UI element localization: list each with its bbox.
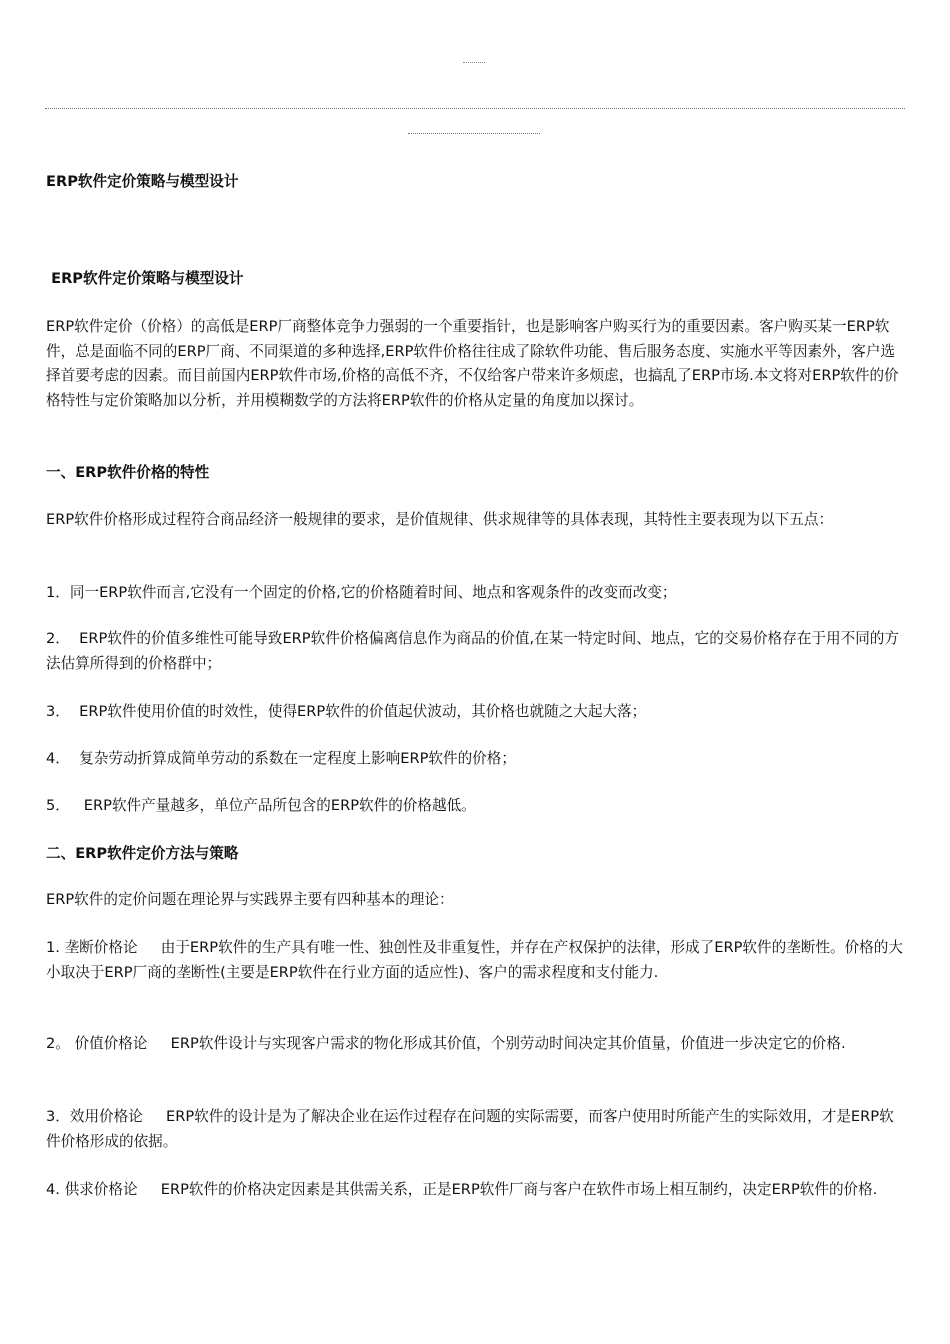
list-item: 5． ERP软件产量越多，单位产品所包含的ERP软件的价格越低。	[46, 797, 476, 814]
article-title: ERP软件定价策略与模型设计	[46, 270, 244, 287]
list-item: 2． ERP软件的价值多维性可能导致ERP软件价格偏离信息作为商品的价值,在某一特定时间、地点，它的交易价格存在于用不同的方法估算所得到的价格群中；	[46, 630, 899, 672]
intro-paragraph: ERP软件定价（价格）的高低是ERP厂商整体竞争力强弱的一个重要指针，也是影响客户购买行为的重要因素。客户购买某一ERP软件，总是面临不同的ERP厂商、不同渠道的多种选择,ERP软件价格往往成了除软件功能、售后服务态度、实施水平等因素外，客户选择首要考虑的因素。而目前国内ERP软件市场,价格的高低不齐，不仅给客户带来许多烦虑，也搞乱了ERP市场.本文将对ERP软件的价格特性与定价策略加以分析，并用模糊数学的方法将ERP软件的价格从定量的角度加以探讨。	[46, 318, 899, 409]
list-item: 4． 复杂劳动折算成简单劳动的系数在一定程度上影响ERP软件的价格；	[46, 750, 516, 767]
section-heading-1: 一、ERP软件价格的特性	[46, 464, 210, 481]
list-item: 1．同一ERP软件而言,它没有一个固定的价格,它的价格随着时间、地点和客观条件的改变而改变；	[46, 584, 677, 601]
section2-intro: ERP软件的定价问题在理论界与实践界主要有四种基本的理论：	[46, 891, 454, 908]
list-item: 4. 供求价格论 ERP软件的价格决定因素是其供需关系，正是ERP软件厂商与客户在软件市场上相互制约，决定ERP软件的价格.	[46, 1181, 878, 1198]
list-item: 3． ERP软件使用价值的时效性，使得ERP软件的价值起伏波动，其价格也就随之大起大落；	[46, 703, 647, 720]
header-rule	[45, 108, 905, 109]
section-heading-2: 二、ERP软件定价方法与策略	[46, 845, 239, 862]
header-subrule	[408, 133, 540, 134]
list-item: 1. 垄断价格论 由于ERP软件的生产具有唯一性、独创性及非重复性，并存在产权保护的法律，形成了ERP软件的垄断性。价格的大小取决于ERP厂商的垄断性(主要是ERP软件在行业方面的适应性)、客户的需求程度和支付能力.	[46, 939, 903, 981]
list-item: 2。 价值价格论 ERP软件设计与实现客户需求的物化形成其价值，个别劳动时间决定其价值量，价值进一步决定它的价格.	[46, 1035, 846, 1052]
section1-intro: ERP软件价格形成过程符合商品经济一般规律的要求，是价值规律、供求规律等的具体表现，其特性主要表现为以下五点：	[46, 511, 834, 528]
list-item: 3．效用价格论 ERP软件的设计是为了解决企业在运作过程存在问题的实际需要，而客户使用时所能产生的实际效用，才是ERP软件价格形成的依据。	[46, 1108, 894, 1150]
header-mark	[463, 62, 485, 63]
document-title: ERP软件定价策略与模型设计	[46, 173, 239, 190]
